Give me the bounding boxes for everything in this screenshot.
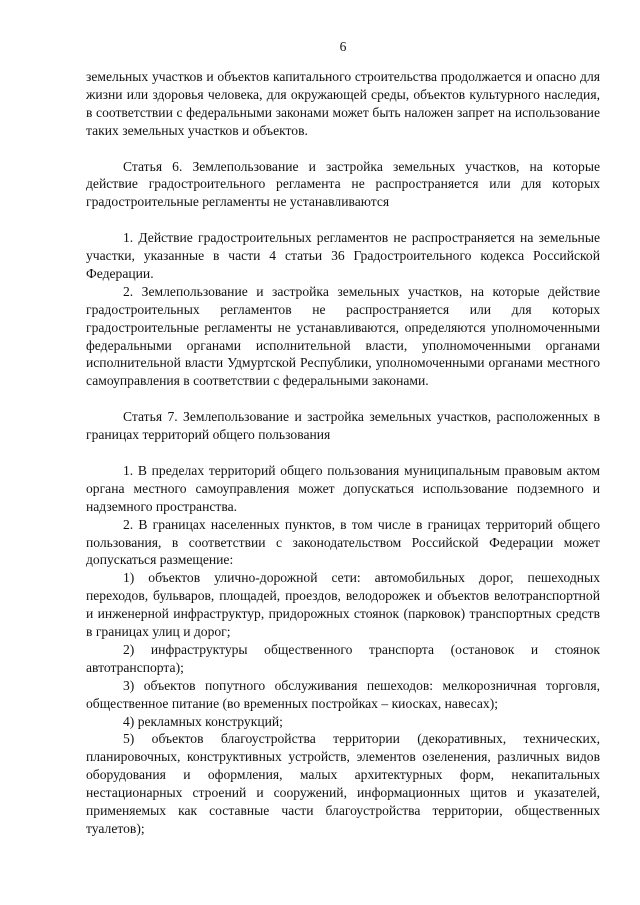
spacer bbox=[86, 211, 600, 229]
page-number: 6 bbox=[339, 39, 347, 54]
article-7-heading: Статья 7. Землепользование и застройка земельных участков, расположенных в границах территорий общего пользования bbox=[86, 409, 600, 443]
spacer bbox=[86, 390, 600, 408]
spacer bbox=[86, 444, 600, 462]
article-7-item-1: 1) объектов улично-дорожной сети: автомобильных дорог, пешеходных переходов, бульваров, площадей, проездов, велодорожек и объектов велотранспортной и инженерной инфраструктур, придорожных стоянок (парковок) транспортных средств в границах улиц и дорог; bbox=[86, 570, 600, 640]
article-7-clause-1: 1. В пределах территорий общего пользования муниципальным правовым актом органа местного самоуправления может допускаться использование подземного и надземного пространства. bbox=[86, 462, 600, 514]
article-6-clause-1: 1. Действие градостроительных регламентов не распространяется на земельные участки, указанные в части 4 статьи 36 Градостроительного кодекса Российской Федерации. bbox=[86, 230, 600, 281]
article-6-clause-2: 2. Землепользование и застройка земельных участков, на которые действие градостроительных регламентов не распространяется или для которых градостроительные регламенты не устанавливаются, определяются уполномоченными федеральными органами исполнительной власти, уполномоченными органами исполнительной власти Удмуртской Республики, уполномоченными органами местного самоуправления в соответствии с федеральными законами. bbox=[86, 283, 600, 389]
article-6-heading: Статья 6. Землепользование и застройка земельных участков, на которые действие градостроительного регламента не распространяется или для которых градостроительные регламенты не устанавливаются bbox=[86, 158, 600, 210]
article-7-clause-2: 2. В границах населенных пунктов, в том числе в границах территорий общего пользования, в соответствии с законодательством Российской Федерации может допускаться размещение: bbox=[86, 516, 600, 568]
article-7-item-5: 5) объектов благоустройства территории (декоративных, технических, планировочных, конструктивных устройств, элементов озеленения, различных видов оборудования и оформления, малых архитектурных форм, некапитальных нестационарных строений и сооружений, информационных щитов и указателей, применяемых как составные части благоустройства территории, общественных туалетов); bbox=[86, 731, 600, 836]
article-7-item-3: 3) объектов попутного обслуживания пешеходов: мелкорозничная торговля, общественное питание (во временных постройках – киосках, навесах); bbox=[86, 677, 600, 711]
spacer bbox=[86, 140, 600, 158]
article-7-item-2: 2) инфраструктуры общественного транспорта (остановок и стоянок автотранспорта); bbox=[86, 641, 600, 675]
article-7-item-4: 4) рекламных конструкций; bbox=[123, 713, 283, 729]
paragraph-continuation: земельных участков и объектов капитального строительства продолжается и опасно для жизни или здоровья человека, для окружающей среды, объектов культурного наследия, в соответствии с федеральными законами может быть наложен запрет на использование таких земельных участков и объектов. bbox=[86, 69, 600, 138]
